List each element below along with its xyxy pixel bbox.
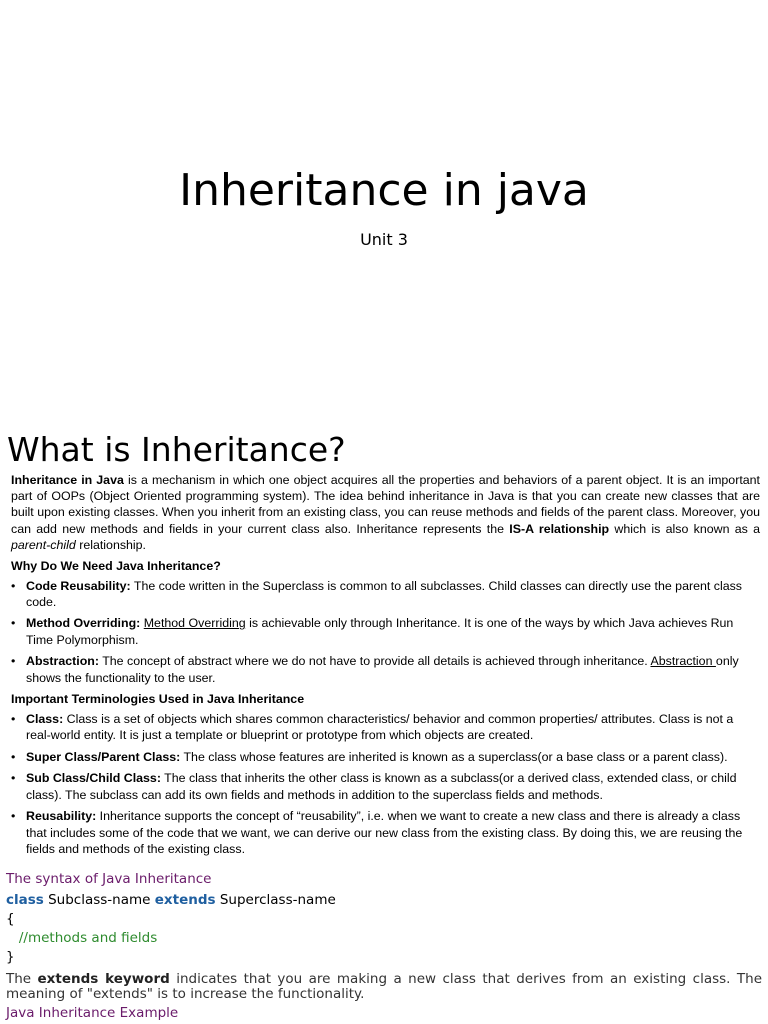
code-declaration [6, 891, 762, 910]
intro-term: Inheritance in Java [11, 472, 124, 487]
code-close-brace: } [6, 949, 15, 965]
code-comment: //methods and fields [6, 930, 158, 946]
extends-keyword: extends [154, 892, 216, 908]
bullet: • [11, 809, 16, 824]
intro-text-2: which is also known as a [609, 521, 761, 536]
list-item [11, 749, 760, 765]
item-label: Sub Class/Child Class: [26, 771, 161, 786]
bullet: • [11, 771, 16, 786]
extends-description [6, 972, 762, 1002]
item-label: Method Overriding: [26, 616, 141, 631]
slide-heading: What is Inheritance? [7, 430, 346, 469]
list-item [11, 770, 760, 803]
item-label: Class: [26, 712, 64, 727]
item-label: Abstraction: [26, 654, 99, 669]
item-text: The class that inherits the other class is known as a subclass(or a derived class, extended class, or child class). The subclass can add its own fields and methods in addition to the superclass fields and methods. [26, 771, 737, 802]
what-is-inheritance-slide [0, 426, 768, 864]
parent-child-term: parent-child [11, 538, 76, 553]
bullet: • [11, 712, 16, 727]
item-text: is achievable only through Inheritance. It is one of the ways by which Java achieves Run Time Polymorphism. [26, 616, 734, 647]
class-keyword: class [6, 892, 44, 908]
bullet: • [11, 654, 16, 669]
list-item [11, 711, 760, 744]
list-item [11, 578, 760, 611]
syntax-slide [0, 868, 768, 1024]
list-item [11, 653, 760, 686]
method-overriding-link[interactable]: Method Overriding [143, 616, 246, 631]
bullet: • [11, 578, 16, 593]
item-label: Reusability: [26, 809, 97, 824]
desc-pre: The [6, 971, 38, 987]
list-item [11, 808, 760, 857]
syntax-title: The syntax of Java Inheritance [6, 871, 212, 887]
item-text: Inheritance supports the concept of “reusability”, i.e. when we want to create a new class and there is already a class that includes some of the code that we want, we can derive our new class from the existing class. By doing this, we are reusing the fields and methods of the existing class. [26, 809, 743, 856]
terminologies-heading: Important Terminologies Used in Java Inheritance [11, 692, 305, 707]
title-slide [0, 0, 768, 420]
desc-bold: extends keyword [37, 971, 170, 987]
desc-post: indicates that you are making a new class that derives from an existing class. The meaning of "extends" is to increase the functionality. [6, 971, 762, 1002]
item-text: only shows the functionality to the user. [26, 654, 739, 685]
item-label: Super Class/Parent Class: [26, 749, 181, 764]
subclass-name: Subclass-name [43, 892, 155, 908]
bullet: • [11, 616, 16, 631]
isa-relationship: IS-A relationship [509, 521, 610, 536]
why-list [7, 578, 760, 686]
presentation-subtitle: Unit 3 [360, 230, 408, 249]
intro-text-1: is a mechanism in which one object acquires all the properties and behaviors of a parent object. It is an important part of OOPs (Object Oriented programming system). The idea behind inheritance in Java is that you can create new classes that are built upon existing classes. When you inherit from an existing class, you can reuse methods and fields of the parent class. Moreover, you can add new methods and fields in your current class also. Inheritance represents the [11, 472, 760, 536]
terminologies-list [7, 711, 760, 857]
presentation-title: Inheritance in java [179, 165, 589, 216]
code-open-brace: { [6, 911, 15, 927]
abstraction-link[interactable]: Abstraction [650, 654, 716, 669]
item-text: The code written in the Superclass is common to all subclasses. Child classes can directly use the parent class code. [26, 578, 742, 610]
bullet: • [11, 749, 16, 764]
item-text: Class is a set of objects which shares common characteristics/ behavior and common properties/ attributes. Class is not a real-world entity. It is just a template or blueprint or prototype from which objects are created. [26, 712, 734, 743]
intro-text-3: relationship. [75, 538, 147, 553]
item-text: The class whose features are inherited is known as a superclass(or a base class or a parent class). [180, 749, 728, 764]
list-item [11, 615, 760, 648]
item-text: The concept of abstract where we do not have to provide all details is achieved through inheritance. [98, 654, 651, 669]
intro-paragraph [11, 472, 760, 554]
example-title: Java Inheritance Example [6, 1005, 179, 1021]
item-label: Code Reusability: [26, 578, 131, 593]
superclass-name: Superclass-name [215, 892, 336, 908]
why-heading: Why Do We Need Java Inheritance? [11, 558, 221, 573]
